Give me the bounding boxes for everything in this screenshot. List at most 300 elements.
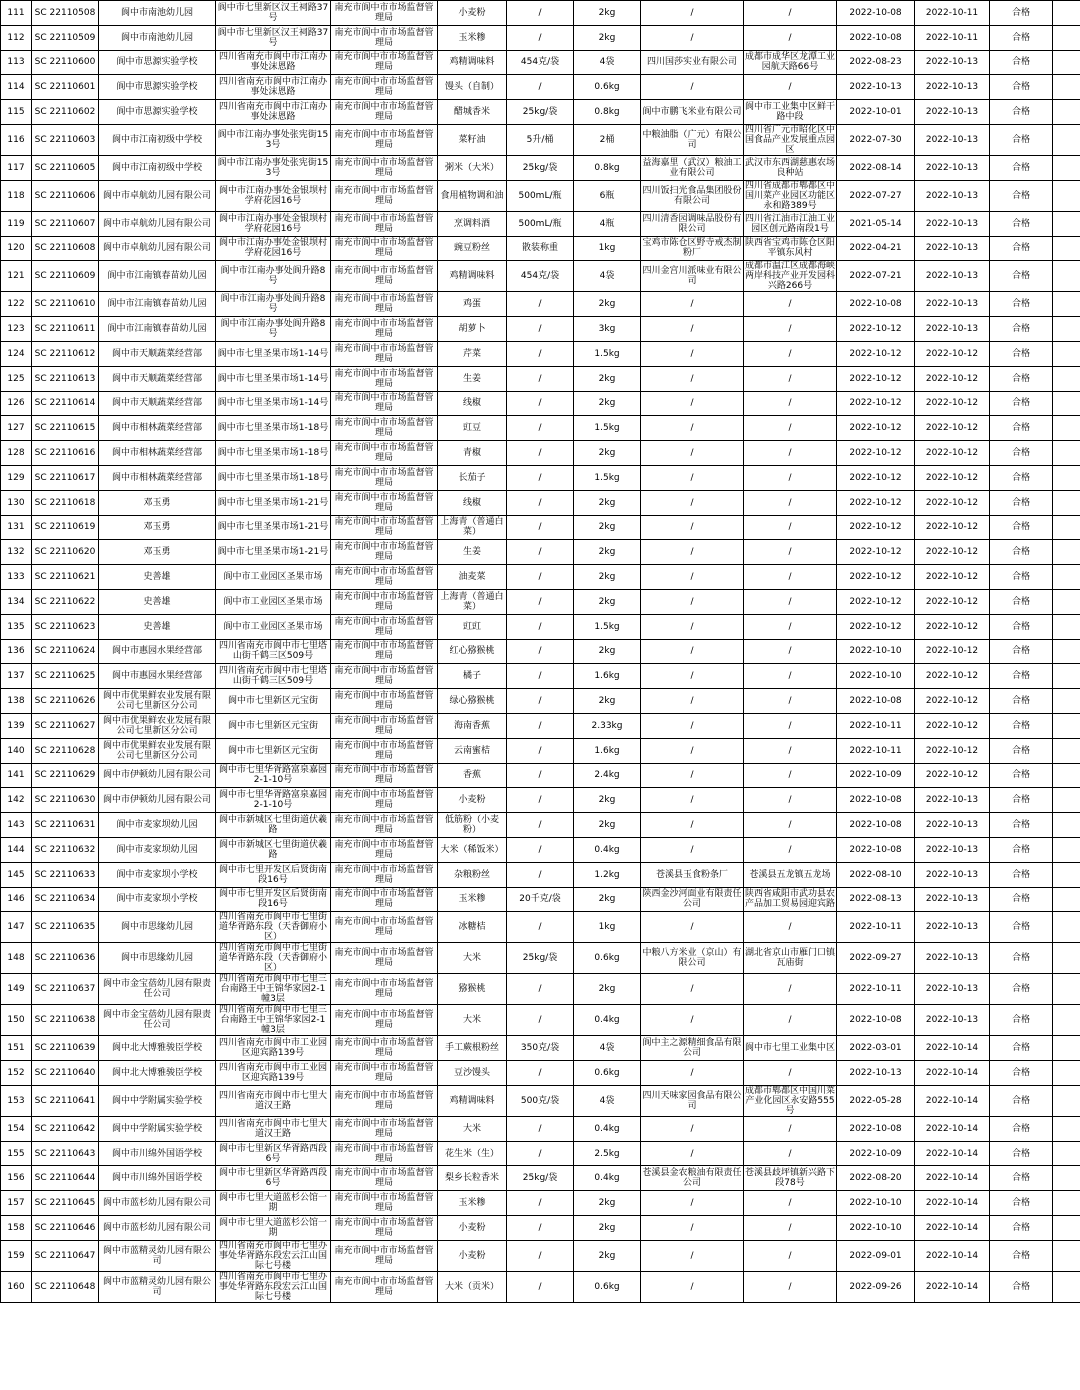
organizing-agency-cell: 南充市阆中市市场监督管理局 xyxy=(331,416,438,441)
manufacturer-cell: / xyxy=(641,317,744,342)
table-body xyxy=(1,1,1080,1303)
manufacturer-cell: / xyxy=(641,912,744,943)
specification-cell: / xyxy=(507,341,574,366)
specification-cell: 500mL/瓶 xyxy=(507,211,574,236)
organizing-agency-cell: 南充市阆中市市场监督管理局 xyxy=(331,25,438,50)
result-cell: 合格 xyxy=(990,441,1053,466)
sampling-date-cell: 2022-10-13 xyxy=(915,862,990,887)
organizing-agency-cell: 南充市阆中市市场监督管理局 xyxy=(331,614,438,639)
sampling-date-cell: 2022-10-12 xyxy=(915,465,990,490)
sample-id-cell: SC 22110635 xyxy=(32,912,99,943)
manufacturer-address-cell: / xyxy=(744,664,837,689)
sampling-date-cell: 2022-10-13 xyxy=(915,50,990,75)
organizing-agency-cell: 南充市阆中市市场监督管理局 xyxy=(331,1116,438,1141)
result-cell: 合格 xyxy=(990,261,1053,292)
manufacturer-address-cell: / xyxy=(744,639,837,664)
result-cell: 合格 xyxy=(990,391,1053,416)
organizing-agency-cell: 南充市阆中市市场监督管理局 xyxy=(331,540,438,565)
manufacturer-cell: / xyxy=(641,1005,744,1036)
row-number-cell: 145 xyxy=(1,862,32,887)
manufacturer-address-cell: 武汉市东西湖慈惠农场良种站 xyxy=(744,155,837,180)
sample-quantity-cell: 3kg xyxy=(574,317,641,342)
manufacturer-address-cell: / xyxy=(744,1271,837,1302)
production-date-cell: 2022-08-14 xyxy=(837,155,915,180)
sampled-unit-cell: 阆中市江南初级中学校 xyxy=(99,155,216,180)
specification-cell: 25kg/袋 xyxy=(507,943,574,974)
table-row xyxy=(1,124,1080,155)
production-date-cell: 2022-10-08 xyxy=(837,25,915,50)
manufacturer-address-cell: / xyxy=(744,689,837,714)
table-row xyxy=(1,155,1080,180)
remark-cell xyxy=(1053,391,1080,416)
sampled-unit-address-cell: 四川省南充市阆中市七里塔山街千鹤三区509号 xyxy=(216,639,331,664)
sample-id-cell: SC 22110637 xyxy=(32,974,99,1005)
production-date-cell: 2022-10-08 xyxy=(837,292,915,317)
sampled-unit-cell: 阆中市麦家坝小学校 xyxy=(99,862,216,887)
remark-cell xyxy=(1053,887,1080,912)
manufacturer-cell: 四川清香园调味品股份有限公司 xyxy=(641,211,744,236)
specification-cell: 350克/袋 xyxy=(507,1036,574,1061)
sample-quantity-cell: 2kg xyxy=(574,490,641,515)
manufacturer-cell: / xyxy=(641,614,744,639)
manufacturer-address-cell: 成都市温江区成都海峡两岸科技产业开发园科兴路266号 xyxy=(745,261,836,292)
manufacturer-cell: 陕西金沙河面业有限责任公司 xyxy=(641,887,744,912)
remark-cell xyxy=(1053,490,1080,515)
table-row xyxy=(1,664,1080,689)
sampled-unit-address-cell: 四川省南充市阆中市工业园区迎宾路139号 xyxy=(216,1036,331,1061)
production-date-cell: 2022-10-08 xyxy=(837,837,915,862)
sampling-date-cell: 2022-10-14 xyxy=(915,1216,990,1241)
sampling-date-cell: 2022-10-12 xyxy=(915,664,990,689)
manufacturer-address-cell: / xyxy=(744,837,837,862)
specification-cell: 25kg/袋 xyxy=(507,1166,574,1191)
table-row xyxy=(1,292,1080,317)
sample-quantity-cell: 0.6kg xyxy=(574,75,641,100)
sample-quantity-cell: 2kg xyxy=(574,788,641,813)
result-cell: 合格 xyxy=(990,211,1053,236)
organizing-agency-cell: 南充市阆中市市场监督管理局 xyxy=(331,180,438,211)
organizing-agency-cell: 南充市阆中市市场监督管理局 xyxy=(331,155,438,180)
table-row xyxy=(1,589,1080,614)
manufacturer-address-cell: 湖北省京山市雁门口镇瓦庙街 xyxy=(744,943,837,974)
specification-cell: / xyxy=(507,416,574,441)
remark-cell xyxy=(1053,441,1080,466)
manufacturer-cell: / xyxy=(641,341,744,366)
sampling-date-cell: 2022-10-13 xyxy=(915,974,990,1005)
food-name-cell: 大米（稀饭米） xyxy=(438,837,507,862)
result-cell: 合格 xyxy=(990,1240,1053,1271)
sampling-date-cell: 2022-10-14 xyxy=(915,1141,990,1166)
sample-id-cell: SC 22110601 xyxy=(32,75,99,100)
food-name-cell: 杂粮粉丝 xyxy=(438,862,507,887)
manufacturer-address-cell: / xyxy=(744,1116,837,1141)
sampling-date-cell: 2022-10-14 xyxy=(915,1191,990,1216)
manufacturer-cell: 益海嘉里（武汉）粮油工业有限公司 xyxy=(641,155,744,180)
sampled-unit-address-cell: 阆中市江南办事处金银坝村学府花园16号 xyxy=(216,211,331,236)
remark-cell xyxy=(1053,366,1080,391)
sampling-date-cell: 2022-10-13 xyxy=(915,155,990,180)
sample-id-cell: SC 22110631 xyxy=(32,813,99,838)
sample-id-cell: SC 22110617 xyxy=(32,465,99,490)
row-number-cell: 111 xyxy=(1,1,32,26)
sampled-unit-address-cell: 阆中市七里新区元宝街 xyxy=(216,713,331,738)
specification-cell: / xyxy=(507,75,574,100)
row-number-cell: 116 xyxy=(1,124,32,155)
sampled-unit-cell: 阆中市麦家坝小学校 xyxy=(99,887,216,912)
sampled-unit-address-cell: 四川省南充市阆中市七里三台南路王中王锦华家园2-1幢3层 xyxy=(216,1005,331,1036)
sampling-date-cell: 2022-10-12 xyxy=(915,341,990,366)
table-row xyxy=(1,515,1080,540)
sampled-unit-address-cell: 阆中市七里圣果市场1-14号 xyxy=(216,341,331,366)
manufacturer-address-cell: / xyxy=(744,1240,837,1271)
manufacturer-address-cell: 四川省江油市江油工业园区创元路南段1号 xyxy=(744,211,837,236)
sample-quantity-cell: 0.4kg xyxy=(574,837,641,862)
specification-cell: / xyxy=(507,1,574,26)
row-number-cell: 143 xyxy=(1,813,32,838)
sampling-date-cell: 2022-10-13 xyxy=(915,837,990,862)
sampling-date-cell: 2022-10-12 xyxy=(915,639,990,664)
table-row xyxy=(1,1216,1080,1241)
production-date-cell: 2022-10-10 xyxy=(837,1216,915,1241)
result-cell: 合格 xyxy=(990,862,1053,887)
sample-quantity-cell: 2kg xyxy=(574,639,641,664)
sampled-unit-cell: 阆中市优果鲜农业发展有限公司七里新区分公司 xyxy=(99,689,216,714)
table-row xyxy=(1,813,1080,838)
manufacturer-cell: / xyxy=(641,763,744,788)
table-row xyxy=(1,1,1080,26)
row-number-cell: 125 xyxy=(1,366,32,391)
manufacturer-address-cell: / xyxy=(744,1,837,26)
sampled-unit-cell: 阆中市伊顿幼儿园有限公司 xyxy=(99,788,216,813)
production-date-cell: 2022-07-27 xyxy=(837,180,915,211)
sample-quantity-cell: 2kg xyxy=(574,1191,641,1216)
remark-cell xyxy=(1053,1036,1080,1061)
sampled-unit-address-cell: 阆中市江南办事处张宪街153号 xyxy=(216,124,331,155)
specification-cell: / xyxy=(507,862,574,887)
sampled-unit-cell: 阆中北大博雅骏臣学校 xyxy=(99,1061,216,1086)
row-number-cell: 126 xyxy=(1,391,32,416)
specification-cell: / xyxy=(507,664,574,689)
manufacturer-cell: / xyxy=(641,1271,744,1302)
food-name-cell: 油麦菜 xyxy=(438,565,507,590)
sample-id-cell: SC 22110641 xyxy=(32,1085,99,1116)
sampling-date-cell: 2022-10-12 xyxy=(915,689,990,714)
production-date-cell: 2022-07-30 xyxy=(837,124,915,155)
sampled-unit-cell: 阆中市麦家坝幼儿园 xyxy=(99,837,216,862)
production-date-cell: 2022-03-01 xyxy=(837,1036,915,1061)
row-number-cell: 123 xyxy=(1,317,32,342)
table-row xyxy=(1,912,1080,943)
remark-cell xyxy=(1053,639,1080,664)
sampled-unit-cell: 邓玉勇 xyxy=(99,540,216,565)
food-name-cell: 生姜 xyxy=(438,366,507,391)
sampled-unit-cell: 史善雄 xyxy=(99,589,216,614)
specification-cell: / xyxy=(507,763,574,788)
sampled-unit-address-cell: 四川省南充市阆中市七里街道华胥路东段（天香御府小区） xyxy=(216,943,331,974)
row-number-cell: 150 xyxy=(1,1005,32,1036)
table-row xyxy=(1,441,1080,466)
table-row xyxy=(1,391,1080,416)
specification-cell: / xyxy=(507,515,574,540)
manufacturer-address-cell: / xyxy=(744,788,837,813)
sampled-unit-address-cell: 阆中市七里圣果市场1-21号 xyxy=(216,515,331,540)
remark-cell xyxy=(1053,1085,1080,1116)
organizing-agency-cell: 南充市阆中市市场监督管理局 xyxy=(331,1036,438,1061)
sampled-unit-cell: 阆中市相林蔬菜经营部 xyxy=(99,441,216,466)
sample-id-cell: SC 22110632 xyxy=(32,837,99,862)
result-cell: 合格 xyxy=(990,292,1053,317)
sample-id-cell: SC 22110618 xyxy=(32,490,99,515)
manufacturer-cell: / xyxy=(641,589,744,614)
remark-cell xyxy=(1053,713,1080,738)
sampled-unit-cell: 阆中中学附属实验学校 xyxy=(99,1085,216,1116)
manufacturer-address-cell: / xyxy=(744,1005,837,1036)
table-row xyxy=(1,1240,1080,1271)
result-cell: 合格 xyxy=(990,490,1053,515)
production-date-cell: 2022-10-08 xyxy=(837,788,915,813)
sample-quantity-cell: 4袋 xyxy=(574,50,641,75)
result-cell: 合格 xyxy=(990,75,1053,100)
sampling-date-cell: 2022-10-13 xyxy=(915,180,990,211)
specification-cell: / xyxy=(507,441,574,466)
sampled-unit-address-cell: 四川省南充市阆中市工业园区迎宾路139号 xyxy=(216,1061,331,1086)
result-cell: 合格 xyxy=(990,1036,1053,1061)
sampled-unit-address-cell: 四川省南充市阆中市七里办事处华胥路东段宏云江山国际七号楼 xyxy=(216,1240,331,1271)
manufacturer-cell: / xyxy=(641,1116,744,1141)
sample-id-cell: SC 22110633 xyxy=(32,862,99,887)
sampling-date-cell: 2022-10-11 xyxy=(915,25,990,50)
result-cell: 合格 xyxy=(990,788,1053,813)
row-number-cell: 132 xyxy=(1,540,32,565)
food-name-cell: 低筋粉（小麦粉） xyxy=(438,813,507,838)
sample-quantity-cell: 2kg xyxy=(574,25,641,50)
food-name-cell: 鸡精调味料 xyxy=(438,50,507,75)
sampled-unit-cell: 阆中市川绵外国语学校 xyxy=(99,1166,216,1191)
result-cell: 合格 xyxy=(990,1191,1053,1216)
sampled-unit-cell: 阆中市天顺蔬菜经营部 xyxy=(99,366,216,391)
sample-id-cell: SC 22110639 xyxy=(32,1036,99,1061)
manufacturer-address-cell: / xyxy=(744,1191,837,1216)
sample-id-cell: SC 22110623 xyxy=(32,614,99,639)
sampled-unit-address-cell: 四川省南充市阆中市七里办事处华胥路东段宏云江山国际七号楼 xyxy=(216,1271,331,1302)
food-name-cell: 线椒 xyxy=(438,391,507,416)
sampled-unit-cell: 阆中市思缘幼儿园 xyxy=(99,943,216,974)
organizing-agency-cell: 南充市阆中市市场监督管理局 xyxy=(331,124,438,155)
row-number-cell: 152 xyxy=(1,1061,32,1086)
sampled-unit-address-cell: 阆中市新城区七里街道伏羲路 xyxy=(216,837,331,862)
sample-quantity-cell: 0.4kg xyxy=(574,1005,641,1036)
result-cell: 合格 xyxy=(990,1,1053,26)
table-row xyxy=(1,1085,1080,1116)
row-number-cell: 158 xyxy=(1,1216,32,1241)
sample-id-cell: SC 22110602 xyxy=(32,100,99,125)
sample-quantity-cell: 2.33kg xyxy=(574,713,641,738)
organizing-agency-cell: 南充市阆中市市场监督管理局 xyxy=(331,236,438,261)
food-name-cell: 鸡精调味料 xyxy=(438,1085,507,1116)
row-number-cell: 144 xyxy=(1,837,32,862)
remark-cell xyxy=(1053,465,1080,490)
food-name-cell: 烹调料酒 xyxy=(438,211,507,236)
organizing-agency-cell: 南充市阆中市市场监督管理局 xyxy=(331,1216,438,1241)
specification-cell: / xyxy=(507,589,574,614)
remark-cell xyxy=(1053,261,1080,292)
manufacturer-cell: 中粮八方米业（京山）有限公司 xyxy=(641,943,744,974)
food-name-cell: 小麦粉 xyxy=(438,788,507,813)
sampled-unit-cell: 阆中市江南初级中学校 xyxy=(99,124,216,155)
row-number-cell: 155 xyxy=(1,1141,32,1166)
manufacturer-cell: 苍溪县金农粮油有限责任公司 xyxy=(641,1166,744,1191)
table-row xyxy=(1,713,1080,738)
sampled-unit-cell: 阆中市天顺蔬菜经营部 xyxy=(99,341,216,366)
food-name-cell: 玉米糁 xyxy=(438,1191,507,1216)
production-date-cell: 2022-09-27 xyxy=(837,943,915,974)
food-name-cell: 青椒 xyxy=(438,441,507,466)
result-cell: 合格 xyxy=(990,1005,1053,1036)
specification-cell: / xyxy=(507,912,574,943)
sample-quantity-cell: 1.6kg xyxy=(574,664,641,689)
table-row xyxy=(1,887,1080,912)
sampled-unit-address-cell: 阆中市七里圣果市场1-18号 xyxy=(216,441,331,466)
sampled-unit-address-cell: 阆中市七里开发区后贤街南段16号 xyxy=(216,887,331,912)
remark-cell xyxy=(1053,589,1080,614)
sampled-unit-address-cell: 四川省南充市阆中市七里街道华胥路东段（天香御府小区） xyxy=(216,912,331,943)
organizing-agency-cell: 南充市阆中市市场监督管理局 xyxy=(331,441,438,466)
row-number-cell: 153 xyxy=(1,1085,32,1116)
sampled-unit-cell: 阆中市江南镇春苗幼儿园 xyxy=(99,261,216,292)
organizing-agency-cell: 南充市阆中市市场监督管理局 xyxy=(331,341,438,366)
manufacturer-cell: / xyxy=(641,713,744,738)
sampled-unit-address-cell: 阆中市工业园区圣果市场 xyxy=(216,565,331,590)
manufacturer-address-cell: / xyxy=(744,1061,837,1086)
specification-cell: / xyxy=(507,1141,574,1166)
sampled-unit-cell: 阆中市金宝蓓幼儿园有限责任公司 xyxy=(99,1005,216,1036)
food-name-cell: 冰糖桔 xyxy=(438,912,507,943)
sample-id-cell: SC 22110634 xyxy=(32,887,99,912)
table-row xyxy=(1,465,1080,490)
sampled-unit-address-cell: 阆中市七里新区元宝街 xyxy=(216,738,331,763)
manufacturer-address-cell: / xyxy=(744,75,837,100)
sampled-unit-cell: 史善雄 xyxy=(99,614,216,639)
sample-quantity-cell: 2.5kg xyxy=(574,1141,641,1166)
sampled-unit-address-cell: 阆中市江南办事处金银坝村学府花园16号 xyxy=(216,180,331,211)
organizing-agency-cell: 南充市阆中市市场监督管理局 xyxy=(331,261,438,292)
sampling-date-cell: 2022-10-13 xyxy=(915,912,990,943)
sampling-date-cell: 2022-10-12 xyxy=(915,763,990,788)
table-row xyxy=(1,639,1080,664)
production-date-cell: 2022-10-08 xyxy=(837,1116,915,1141)
manufacturer-address-cell: / xyxy=(744,589,837,614)
manufacturer-address-cell: 苍溪县歧坪镇新兴路下段78号 xyxy=(744,1166,837,1191)
organizing-agency-cell: 南充市阆中市市场监督管理局 xyxy=(331,943,438,974)
sample-id-cell: SC 22110619 xyxy=(32,515,99,540)
manufacturer-cell: / xyxy=(641,515,744,540)
organizing-agency-cell: 南充市阆中市市场监督管理局 xyxy=(331,565,438,590)
sampling-date-cell: 2022-10-14 xyxy=(915,1085,990,1116)
row-number-cell: 138 xyxy=(1,689,32,714)
production-date-cell: 2022-08-10 xyxy=(837,862,915,887)
sample-quantity-cell: 0.8kg xyxy=(574,100,641,125)
remark-cell xyxy=(1053,75,1080,100)
specification-cell: / xyxy=(507,813,574,838)
sampled-unit-cell: 史善雄 xyxy=(99,565,216,590)
production-date-cell: 2022-10-08 xyxy=(837,689,915,714)
specification-cell: / xyxy=(507,1005,574,1036)
food-name-cell: 小麦粉 xyxy=(438,1240,507,1271)
sampling-date-cell: 2022-10-12 xyxy=(915,391,990,416)
sample-quantity-cell: 1.5kg xyxy=(574,416,641,441)
table-row xyxy=(1,837,1080,862)
sampled-unit-cell: 阆中市卓航幼儿园有限公司 xyxy=(99,236,216,261)
manufacturer-cell: / xyxy=(641,639,744,664)
sampling-date-cell: 2022-10-14 xyxy=(915,1036,990,1061)
sample-id-cell: SC 22110611 xyxy=(32,317,99,342)
row-number-cell: 142 xyxy=(1,788,32,813)
production-date-cell: 2022-10-11 xyxy=(837,738,915,763)
manufacturer-cell: / xyxy=(641,366,744,391)
specification-cell: / xyxy=(507,689,574,714)
remark-cell xyxy=(1053,341,1080,366)
sample-id-cell: SC 22110509 xyxy=(32,25,99,50)
sampling-date-cell: 2022-10-13 xyxy=(915,317,990,342)
row-number-cell: 139 xyxy=(1,713,32,738)
sampled-unit-cell: 阆中市思缘幼儿园 xyxy=(99,912,216,943)
result-cell: 合格 xyxy=(990,100,1053,125)
manufacturer-address-cell: / xyxy=(744,515,837,540)
sample-id-cell: SC 22110648 xyxy=(32,1271,99,1302)
food-name-cell: 大米（贡米） xyxy=(438,1271,507,1302)
manufacturer-cell: / xyxy=(641,441,744,466)
sampling-date-cell: 2022-10-14 xyxy=(915,1240,990,1271)
sampled-unit-cell: 阆中北大博雅骏臣学校 xyxy=(99,1036,216,1061)
sampled-unit-address-cell: 阆中市七里华胥路富泉嘉园2-1-10号 xyxy=(216,788,331,813)
specification-cell: / xyxy=(507,1216,574,1241)
production-date-cell: 2022-10-12 xyxy=(837,565,915,590)
table-row xyxy=(1,1061,1080,1086)
organizing-agency-cell: 南充市阆中市市场监督管理局 xyxy=(331,50,438,75)
sample-id-cell: SC 22110606 xyxy=(32,180,99,211)
remark-cell xyxy=(1053,1216,1080,1241)
sample-quantity-cell: 2kg xyxy=(574,1,641,26)
food-name-cell: 豇豇 xyxy=(438,614,507,639)
sample-id-cell: SC 22110645 xyxy=(32,1191,99,1216)
sampling-date-cell: 2022-10-13 xyxy=(915,813,990,838)
sample-quantity-cell: 0.6kg xyxy=(574,1271,641,1302)
sampling-date-cell: 2022-10-14 xyxy=(915,1116,990,1141)
result-cell: 合格 xyxy=(990,515,1053,540)
table-row xyxy=(1,565,1080,590)
sampling-date-cell: 2022-10-14 xyxy=(915,1271,990,1302)
sample-quantity-cell: 2kg xyxy=(574,292,641,317)
manufacturer-address-cell: 成都市郫都区中国川菜产业化园区永安路555号 xyxy=(745,1085,836,1116)
result-cell: 合格 xyxy=(990,1061,1053,1086)
manufacturer-cell: / xyxy=(641,837,744,862)
sampled-unit-address-cell: 阆中市七里新区汉王祠路37号 xyxy=(216,1,331,26)
manufacturer-address-cell: 陕西省宝鸡市陈仓区阳平镇东风村 xyxy=(744,236,837,261)
sample-quantity-cell: 2kg xyxy=(574,391,641,416)
row-number-cell: 159 xyxy=(1,1240,32,1271)
manufacturer-cell: / xyxy=(641,1191,744,1216)
row-number-cell: 113 xyxy=(1,50,32,75)
sampling-date-cell: 2022-10-12 xyxy=(915,738,990,763)
manufacturer-cell: 苍溪县玉食粉条厂 xyxy=(641,862,744,887)
result-cell: 合格 xyxy=(990,1116,1053,1141)
sample-id-cell: SC 22110624 xyxy=(32,639,99,664)
sample-id-cell: SC 22110610 xyxy=(32,292,99,317)
row-number-cell: 147 xyxy=(1,912,32,943)
sampled-unit-cell: 阆中市蓝精灵幼儿园有限公司 xyxy=(99,1271,216,1302)
specification-cell: 500mL/瓶 xyxy=(507,180,574,211)
production-date-cell: 2022-10-12 xyxy=(837,465,915,490)
